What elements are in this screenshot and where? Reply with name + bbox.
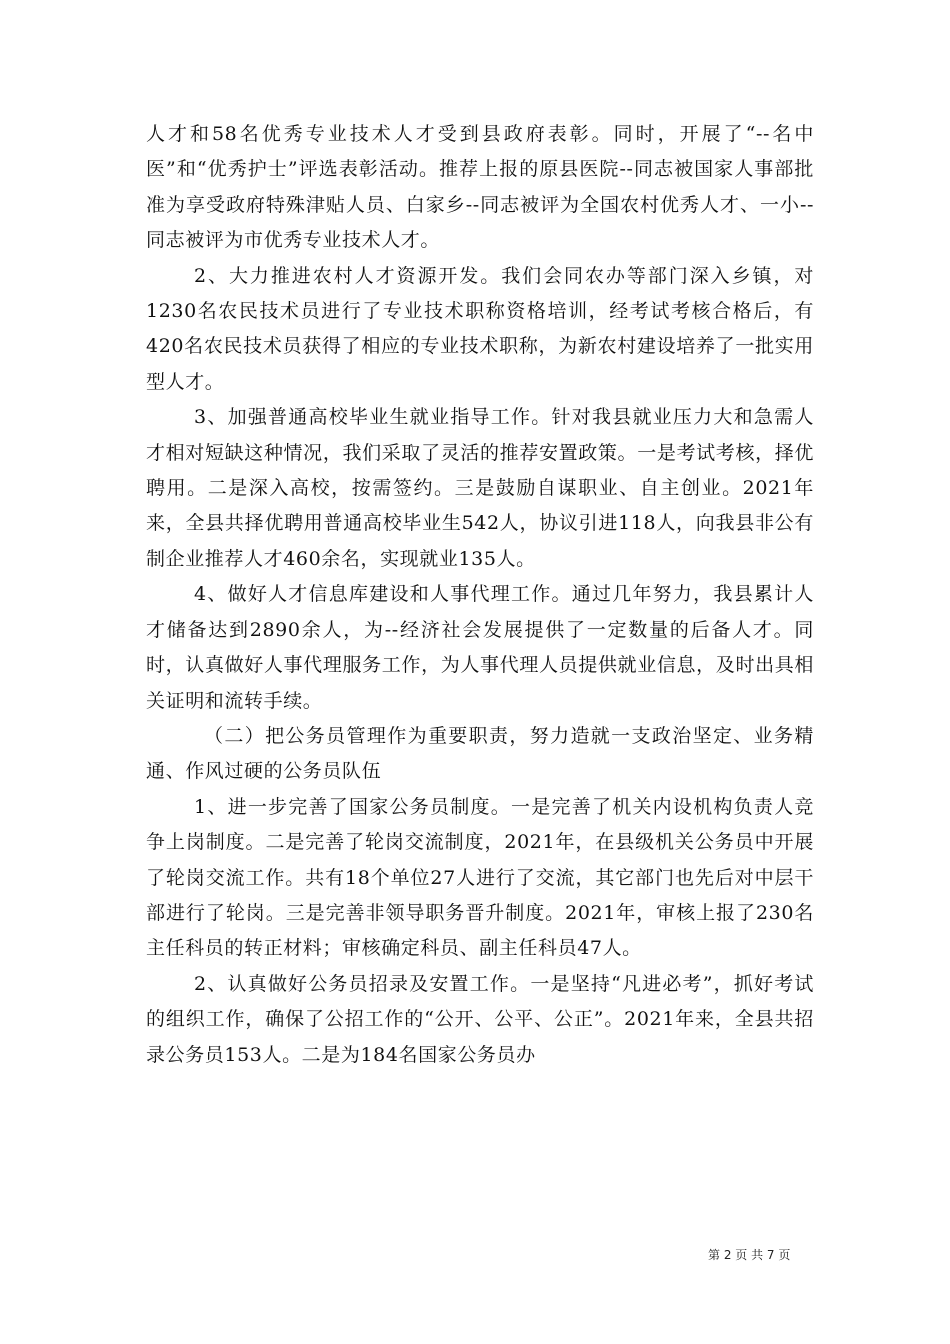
section-heading: （二）把公务员管理作为重要职责，努力造就一支政治坚定、业务精通、作风过硬的公务员队伍 [146, 724, 814, 783]
paragraph-rural-talent: 2、大力推进农村人才资源开发。我们会同农办等部门深入乡镇，对1230名农民技术员进行了专业技术职称资格培训，经考试考核合格后，有420名农民技术员获得了相应的专业技术职称，为新农村建设培养了一批实用型人才。 [146, 264, 814, 393]
paragraph-civil-service-recruitment: 2、认真做好公务员招录及安置工作。一是坚持“凡进必考”，抓好考试的组织工作，确保了公招工作的“公开、公平、公正”。2021年来，全县共招录公务员153人。二是为184名国家公务员办 [146, 972, 814, 1066]
paragraph-graduate-employment: 3、加强普通高校毕业生就业指导工作。针对我县就业压力大和急需人才相对短缺这种情况，我们采取了灵活的推荐安置政策。一是考试考核，择优聘用。二是深入高校，按需签约。三是鼓励自谋职业、自主创业。2021年来，全县共择优聘用普通高校毕业生542人，协议引进118人，向我县非公有制企业推荐人才460余名，实现就业135人。 [146, 406, 814, 570]
paragraph-civil-service-system: 1、进一步完善了国家公务员制度。一是完善了机关内设机构负责人竞争上岗制度。二是完善了轮岗交流制度，2021年，在县级机关公务员中开展了轮岗交流工作。共有18个单位27人进行了交流，其它部门也先后对中层干部进行了轮岗。三是完善非领导职务晋升制度。2021年，审核上报了230名主任科员的转正材料；审核确定科员、副主任科员47人。 [146, 795, 814, 960]
paragraph-talent-database: 4、做好人才信息库建设和人事代理工作。通过几年努力，我县累计人才储备达到2890余人，为--经济社会发展提供了一定数量的后备人才。同时，认真做好人事代理服务工作，为人事代理人员提供就业信息，及时出具相关证明和流转手续。 [146, 583, 814, 712]
paragraph-continuation: 人才和58名优秀专业技术人才受到县政府表彰。同时，开展了“--名中医”和“优秀护士”评选表彰活动。推荐上报的原县医院--同志被国家人事部批准为享受政府特殊津贴人员、白家乡--同志被评为全国农村优秀人才、一小--同志被评为市优秀专业技术人才。 [146, 123, 814, 252]
page-number-footer: 第 2 页 共 7 页 [708, 1248, 791, 1262]
document-body [146, 117, 814, 1073]
